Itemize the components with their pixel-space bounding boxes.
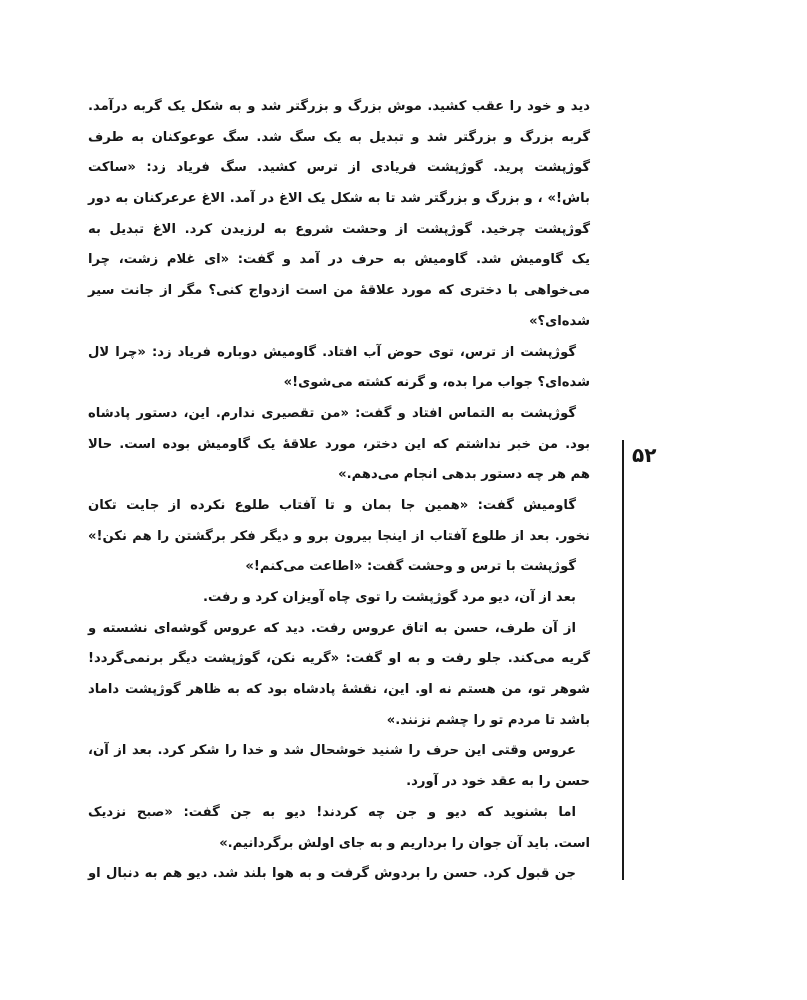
- page-number: ۵۲: [632, 443, 657, 467]
- text-line: [88, 644, 590, 675]
- text-line: [88, 706, 590, 737]
- text-line: [88, 522, 590, 553]
- line-text: از آن طرف، حسن به اتاق عروس رفت. دید که عروس گوشه‌ای نشسته و: [88, 620, 576, 636]
- line-text: شده‌ای؟ جواب مرا بده، و گرنه کشته می‌شوی!»: [283, 375, 590, 391]
- line-text: اما بشنوید که دیو و جن چه کردند! دیو به جن گفت: «صبح نزدیک: [88, 804, 576, 820]
- paragraph: [88, 736, 590, 797]
- text-line: [88, 215, 590, 246]
- paragraph: [88, 92, 590, 338]
- text-line: [88, 276, 590, 307]
- paragraph: [88, 491, 590, 552]
- line-text: بود. من خبر نداشتم که این دختر، مورد علاقهٔ یک گاومیش بوده است. حالا: [88, 436, 590, 452]
- text-line: [88, 307, 590, 338]
- text-line: [88, 583, 590, 614]
- paragraph: [88, 338, 590, 399]
- line-text: گربه بزرگ و بزرگتر شد و تبدیل به یک سگ شد. سگ عوعوکنان به طرف: [88, 129, 590, 145]
- text-line: [88, 829, 590, 860]
- line-text: جن قبول کرد. حسن را بردوش گرفت و به هوا بلند شد. دیو هم به دنبال او: [88, 866, 576, 882]
- text-line: [88, 552, 590, 583]
- line-text: دید و خود را عقب کشید. موش بزرگ و بزرگتر شد و به شکل یک گربه درآمد.: [88, 99, 590, 114]
- text-line: [88, 460, 590, 491]
- line-text: گوژپشت از ترس، توی حوض آب افتاد. گاومیش دوباره فریاد زد: «چرا لال: [88, 344, 576, 360]
- line-text: گوژپشت پرید. گوژپشت فریادی از ترس کشید. سگ فریاد زد: «ساکت: [88, 160, 590, 176]
- text-line: [88, 430, 590, 461]
- line-text: است. باید آن جوان را برداریم و به جای اولش برگردانیم.»: [219, 835, 590, 851]
- text-line: [88, 399, 590, 430]
- text-line: [88, 736, 590, 767]
- line-text: گریه می‌کند. جلو رفت و به او گفت: «گریه نکن، گوژپشت دیگر برنمی‌گردد!: [88, 651, 590, 667]
- text-line: [88, 798, 590, 829]
- line-text: باشد تا مردم تو را چشم نزنند.»: [386, 712, 590, 728]
- line-text: حسن را به عقد خود در آورد.: [406, 774, 590, 790]
- text-line: [88, 675, 590, 706]
- line-text: بعد از آن، دیو مرد گوژپشت را توی چاه آویزان کرد و رفت.: [202, 590, 576, 605]
- text-line: [88, 338, 590, 369]
- line-text: هم هر چه دستور بدهی انجام می‌دهم.»: [338, 467, 590, 483]
- line-text: می‌خواهی با دختری که مورد علاقهٔ من است ازدواج کنی؟ مگر از جانت سیر: [88, 283, 590, 299]
- paragraph: [88, 614, 590, 737]
- paragraph: [88, 399, 590, 491]
- line-text: گوژپشت با ترس و وحشت گفت: «اطاعت می‌کنم!»: [245, 559, 576, 575]
- text-line: [88, 614, 590, 645]
- text-line: [88, 368, 590, 399]
- line-text: گوژپشت به التماس افتاد و گفت: «من تقصیری ندارم. این، دستور پادشاه: [88, 405, 576, 421]
- line-text: نخور. بعد از طلوع آفتاب از اینجا بیرون برو و دیگر فکر برگشتن را هم نکن!»: [88, 528, 590, 544]
- text-line: [88, 123, 590, 154]
- text-line: [88, 491, 590, 522]
- margin-rule: [622, 440, 624, 880]
- text-line: [88, 153, 590, 184]
- text-line: [88, 92, 590, 123]
- paragraph: [88, 798, 590, 859]
- text-line: [88, 184, 590, 215]
- line-text: شده‌ای؟»: [529, 313, 590, 329]
- text-line: [88, 245, 590, 276]
- text-line: [88, 859, 590, 890]
- line-text: باش!» ، و بزرگ و بزرگتر شد تا به شکل یک الاغ در آمد. الاغ عرعرکنان به دور: [88, 191, 590, 207]
- paragraph: [88, 583, 590, 614]
- paragraph: [88, 552, 590, 583]
- text-body: [88, 92, 590, 890]
- line-text: یک گاومیش شد. گاومیش به حرف در آمد و گفت: «ای غلام زشت، چرا: [88, 252, 590, 268]
- text-line: [88, 767, 590, 798]
- paragraph: [88, 859, 590, 890]
- line-text: عروس وقتی این حرف را شنید خوشحال شد و خدا را شکر کرد. بعد از آن،: [88, 743, 576, 759]
- line-text: شوهر تو، من هستم نه او. این، نقشهٔ پادشاه بود که به ظاهر گوژپشت داماد: [88, 682, 590, 698]
- line-text: گاومیش گفت: «همین جا بمان و تا آفتاب طلوع نکرده از جایت تکان: [88, 497, 576, 513]
- line-text: گوژپشت چرخید. گوژپشت از وحشت شروع به لرزیدن کرد. الاغ تبدیل به: [88, 221, 590, 237]
